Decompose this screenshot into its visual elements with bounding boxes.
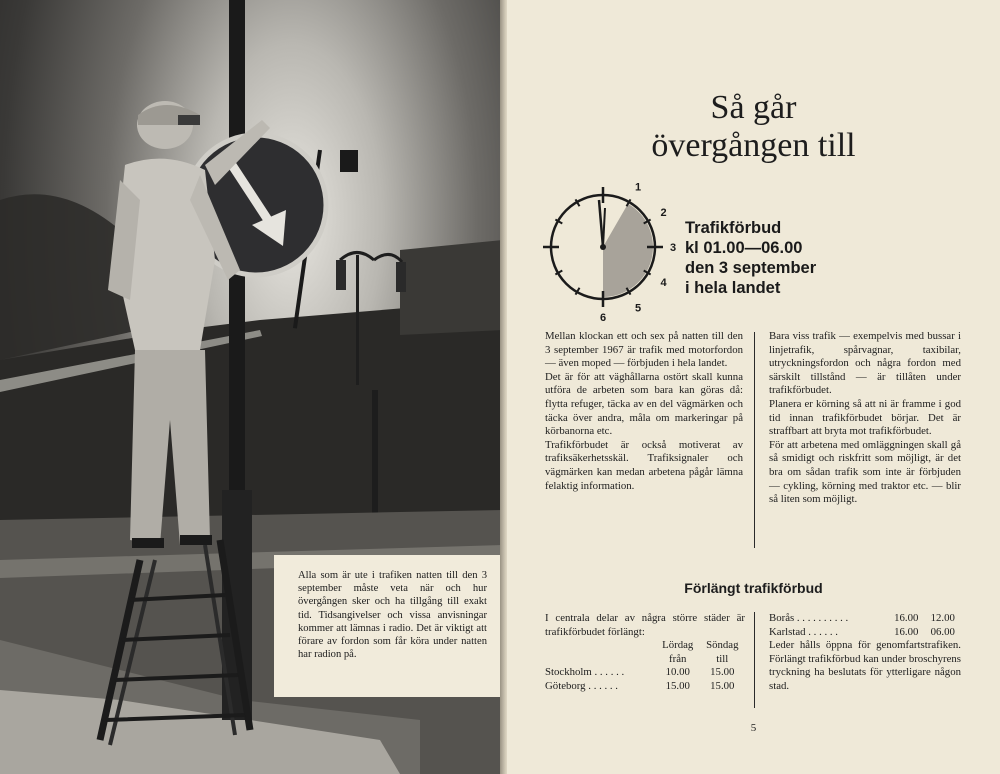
column-divider: [754, 332, 755, 548]
clock-diagram: [537, 180, 707, 330]
banner-line4: i hela landet: [685, 279, 781, 297]
time-to: 15.00: [710, 679, 735, 692]
clock-hour-label: 4: [660, 277, 667, 289]
city-name: Stockholm: [545, 666, 592, 679]
header-from: från: [669, 652, 687, 665]
table-row: [545, 666, 745, 680]
time-from: 15.00: [665, 679, 690, 692]
section-title: Förlängt trafikförbud: [684, 580, 823, 596]
clock-hour-label: 3: [669, 242, 677, 254]
table-row: [545, 680, 745, 694]
banner-line1: Trafikförbud: [685, 219, 782, 237]
text-column-left: [545, 330, 743, 493]
header-saturday: Lördag: [662, 639, 694, 652]
banner-line3: den 3 september: [685, 259, 817, 277]
city-name: Göteborg: [545, 679, 586, 692]
paragraph: Planera er körning så att ni är framme i god tid innan trafikförbudet börjar. Det är straffbart att bryta mot trafikförbudet.: [769, 397, 961, 438]
leader-dots: . . . . . .: [805, 625, 838, 638]
extended-ban-left: [545, 612, 745, 694]
header-to: till: [716, 652, 729, 665]
times-table-right: [769, 612, 961, 639]
leader-dots: . . . . . .: [591, 666, 625, 679]
paragraph: Det är för att väghållarna ostört skall kunna utföra de arbeten som bara kan göras då: flytta refuger, täcka av en del vägmärken och täcka över andra, måla om markeringar på körbanorna etc.: [545, 370, 743, 438]
paragraph: Mellan klockan ett och sex på natten till den 3 september 1967 är trafik med motorfordon — även moped — förbjuden i hela landet.: [545, 330, 743, 370]
table-row: [769, 626, 961, 640]
text-column-right: [769, 330, 961, 507]
paragraph: Trafikförbudet är också motiverat av trafiksäkerhetsskäl. Trafiksignaler och vägmärken kan medan arbetena pågår lämna felaktig information.: [545, 438, 743, 492]
banner-line2: kl 01.00—06.00: [685, 239, 803, 257]
page-title-line2: övergången till: [651, 127, 856, 164]
city-name: Borås: [769, 612, 795, 624]
paragraph: För att arbetena med omläggningen skall gå så smidigt och riskfritt som möjligt, är det bra om sådan trafik som inte är förbjuden — cykling, körning med traktor etc. — blir så liten som möjligt.: [769, 438, 961, 506]
section-note: Leder hålls öppna för genomfartstrafiken. Förlängt trafikförbud kan under broschyrens tryckning ha beslutats för ytterligare någon stad.: [769, 639, 961, 692]
photo-caption: Alla som är ute i trafiken natten till den 3 september måste veta när och hur övergången sker och ha tillgång till exakt tid. Tidsangivelser och vissa anvisningar kommer att lämnas i radio. Det är viktigt att förare av fordon som får köra under natten har radion på.: [274, 555, 503, 697]
right-page: [507, 0, 1000, 774]
section-intro: I centrala delar av några större städer är trafikförbudet förlängt:: [545, 612, 745, 638]
curfew-banner: [685, 218, 816, 298]
page-number: 5: [750, 722, 757, 734]
time-to: 15.00: [710, 666, 735, 679]
clock-hour-label: 2: [660, 207, 667, 219]
clock-hour-label: 6: [599, 312, 607, 324]
leader-dots: . . . . . . . . . .: [794, 612, 849, 624]
column-divider: [754, 612, 755, 708]
clock-hour-label: 1: [634, 181, 642, 194]
city-name: Karlstad: [769, 625, 806, 638]
clock-hour-label: 5: [634, 302, 642, 315]
time-from: 10.00: [665, 666, 690, 679]
table-row: [769, 612, 961, 626]
times-table-left: [545, 639, 745, 693]
leader-dots: . . . . . .: [585, 679, 618, 692]
paragraph: Bara viss trafik — exempelvis med bussar i linjetrafik, spårvagnar, taxibilar, utryckningsfordon och några fordon med särskilt tillstånd — är tillåten under trafikförbudet.: [769, 330, 961, 397]
clock-icon: [537, 180, 707, 330]
time-from: 16.00: [894, 612, 919, 624]
time-to: 06.00: [930, 625, 955, 638]
extended-ban-right: [769, 612, 961, 694]
header-sunday: Söndag: [706, 639, 739, 652]
time-to: 12.00: [930, 612, 955, 624]
time-from: 16.00: [894, 625, 919, 638]
page-title-line1: Så går: [710, 89, 797, 126]
